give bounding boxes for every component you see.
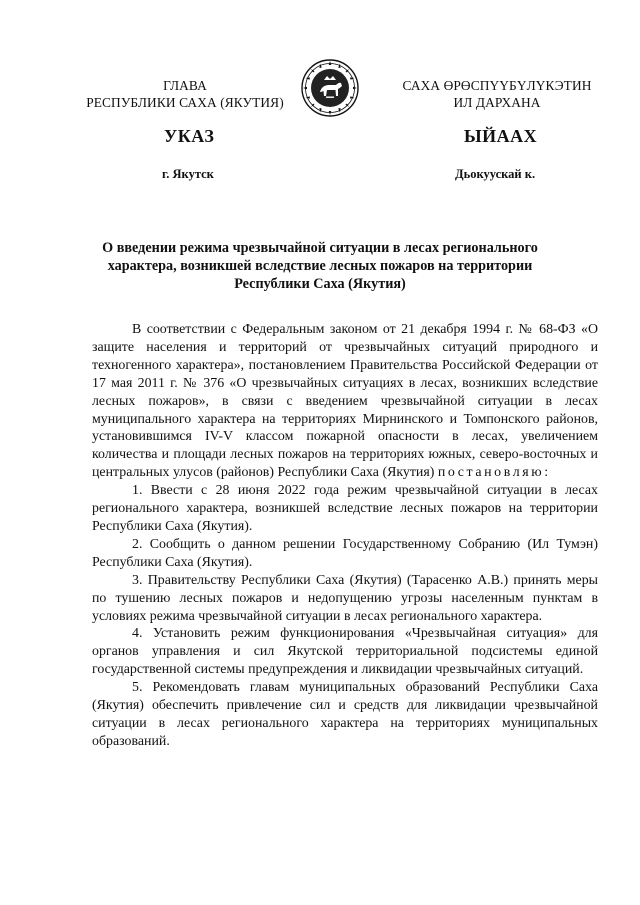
preamble-text: В соответствии с Федеральным законом от 21 декабря 1994 г. № 68-ФЗ «О защите населения и территорий от чрезвычайных ситуаций природного и техногенного характера», постановлением Правительства Российской Федерации от 17 мая 2011 г. № 376 «О чрезвычайных ситуациях в лесах, возникших вследствие лесных пожаров», в связи с введением чрезвычайной ситуации в лесах муниципального характера на территориях Мирнинского и Томпонского районов, установившимся IV-V классом пожарной опасности в лесах, увеличением количества и площади лесных пожаров на территориях южных, северо-восточных и центральных улусов (районов) Республики Саха (Якутия) bbox=[92, 322, 598, 481]
item-3: 3. Правительству Республики Саха (Якутия) (Тарасенко А.В.) принять меры по тушению лесных пожаров и недопущению угрозы населенным пунктам в условиях режима чрезвычайной ситуации в лесах регионального характера. bbox=[92, 572, 598, 624]
issuer-sah-line2: ИЛ ДАРХАНА bbox=[453, 95, 541, 110]
item-1: 1. Ввести с 28 июня 2022 года режим чрезвычайной ситуации в лесах регионального характера, возникшей вследствие лесных пожаров на территории Республики Саха (Якутия). bbox=[92, 483, 598, 534]
city-ru: г. Якутск bbox=[162, 167, 214, 181]
coat-of-arms-icon bbox=[300, 58, 360, 118]
item-4: 4. Установить режим функционирования «Чрезвычайная ситуация» для органов управления и сил Якутской территориальной подсистемы единой государственной системы предупреждения и ликвидации чрезвычайных ситуаций. bbox=[92, 626, 598, 678]
preamble-paragraph bbox=[92, 321, 598, 482]
item-2: 2. Сообщить о данном решении Государственному Собранию (Ил Тумэн) Республики Саха (Якутия). bbox=[92, 536, 598, 570]
decree-title: О введении режима чрезвычайной ситуации в лесах регионального характера, возникшей вследствие лесных пожаров на территории Республики Саха (Якутия) bbox=[102, 240, 538, 292]
decree-body bbox=[92, 321, 598, 751]
issuer-sah-line1: САХА ӨРӨСПҮҮБҮЛҮКЭТИН bbox=[402, 78, 592, 93]
issuer-ru bbox=[80, 77, 290, 111]
issuer-ru-line2: РЕСПУБЛИКИ САХА (ЯКУТИЯ) bbox=[86, 95, 284, 110]
doc-type-ru: УКАЗ bbox=[164, 126, 215, 146]
issuer-sah bbox=[392, 77, 602, 111]
issuer-ru-line1: ГЛАВА bbox=[163, 78, 207, 93]
item-5: 5. Рекомендовать главам муниципальных образований Республики Саха (Якутия) обеспечить привлечение сил и средств для ликвидации чрезвычайной ситуации в лесах регионального характера на территориях муниципальных образований. bbox=[92, 680, 598, 749]
city-sah: Дьокуускай к. bbox=[455, 167, 536, 181]
doc-type-sah: ЫЙААХ bbox=[464, 126, 538, 146]
decree-word: постановляю: bbox=[437, 465, 551, 481]
